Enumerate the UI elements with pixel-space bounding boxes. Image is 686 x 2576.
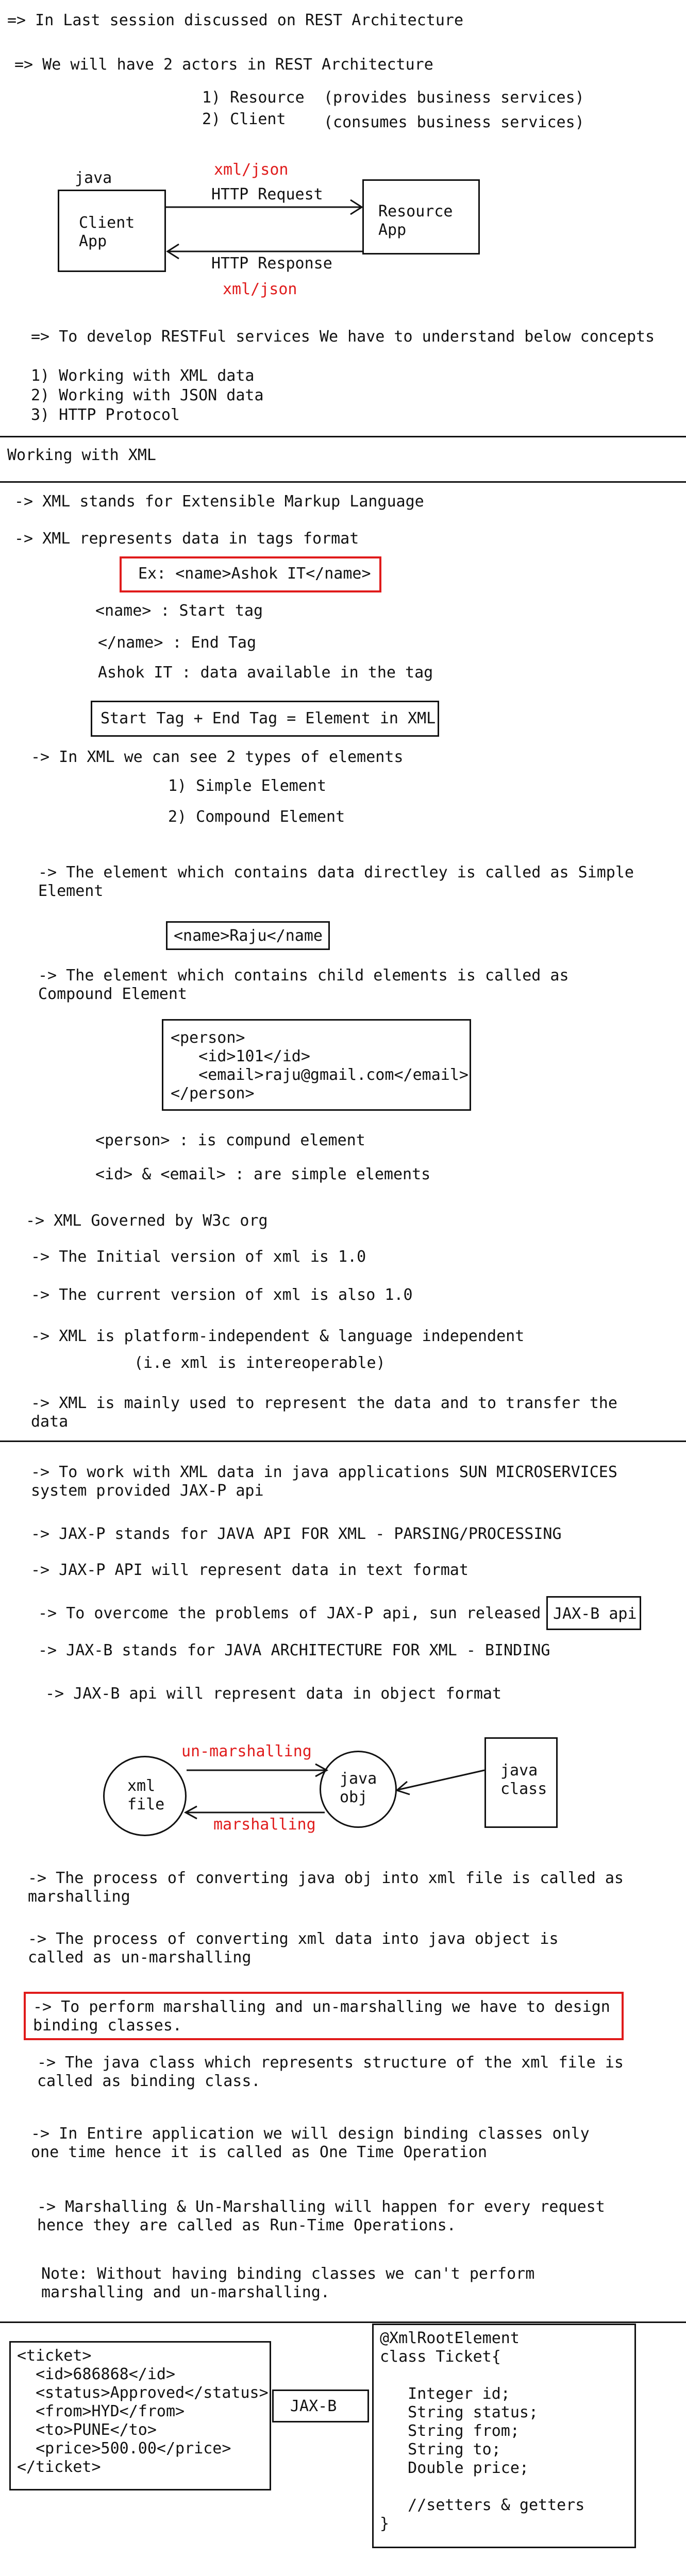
concepts-heading: => To develop RESTFul services We have to understand below concepts [31,328,655,346]
run-time-operations: -> Marshalling & Un-Marshalling will happen for every request hence they are called as Run-Time Operations. [37,2198,605,2234]
concept-item-2: 2) Working with JSON data [31,386,264,404]
marshalling-def: -> The process of converting java obj into xml file is called as marshalling [28,1869,624,1906]
jaxb-stands-for: -> JAX-B stands for JAVA ARCHITECTURE FOR XML - BINDING [38,1641,550,1659]
simple-element-item: 1) Simple Element [168,777,327,795]
section-title-xml: Working with XML [7,446,156,464]
java-class-example-text: @XmlRootElement class Ticket{ Integer id; String status; String from; String to; Double price; //setters & getters } [380,2329,585,2533]
xml-example-text: <ticket> <id>686868</id> <status>Approved</status> <from>HYD</from> <to>PUNE</to> <price>500.00</price> </ticket> [17,2347,269,2476]
end-tag-text: </name> : End Tag [98,634,257,652]
initial-version: -> The Initial version of xml is 1.0 [31,1248,366,1266]
interoperable-note: (i.e xml is intereoperable) [134,1354,386,1372]
binding-note: Note: Without having binding classes we can't perform marshalling and un-marshalling. [41,2265,535,2301]
actor-client: 2) Client [202,110,286,128]
jaxp-intro: -> To work with XML data in java applications SUN MICROSERVICES system provided JAX-P api [31,1463,617,1500]
unmarshalling-def: -> The process of converting xml data into java object is called as un-marshalling [28,1930,559,1967]
resource-app-label: Resource App [378,202,453,239]
intro-line-2: => We will have 2 actors in REST Architecture [14,56,433,74]
formula-text: Start Tag + End Tag = Element in XML [101,709,436,727]
actor-resource: 1) Resource [202,89,305,107]
jaxb-link-label: JAX-B [290,2397,337,2415]
java-obj-label: java obj [340,1770,377,1806]
http-request-label: HTTP Request [211,185,323,204]
jaxb-link-box [272,2389,369,2422]
simple-note: <id> & <email> : are simple elements [95,1165,431,1183]
actor-client-desc: (consumes business services) [324,113,584,131]
marshalling-label: marshalling [213,1816,316,1834]
xml-example-box [9,2341,271,2490]
xml-file-label: xml file [127,1777,165,1814]
intro-line-1: => In Last session discussed on REST Architecture [7,11,464,29]
element-types-heading: -> In XML we can see 2 types of elements [31,748,404,766]
xml-tags-format: -> XML represents data in tags format [14,530,359,548]
simple-example-text: <name>Raju</name [174,927,323,945]
platform-independent: -> XML is platform-independent & language independent [31,1327,525,1345]
class-to-object-arrow [398,1770,484,1790]
xml-usage: -> XML is mainly used to represent the data and to transfer the data [31,1394,617,1431]
binding-class-def: -> The java class which represents structure of the xml file is called as binding class. [37,2054,624,2090]
jaxp-text-format: -> JAX-P API will represent data in text format [31,1561,469,1579]
concept-item-3: 3) HTTP Protocol [31,406,180,424]
start-tag-text: <name> : Start tag [95,602,263,620]
jaxb-overcome: -> To overcome the problems of JAX-P api, sun released [38,1604,541,1622]
client-app-label: Client App [79,214,135,250]
java-label: java [75,169,112,187]
jaxb-object-format: -> JAX-B api will represent data in object format [45,1685,502,1703]
actor-resource-desc: (provides business services) [324,89,584,107]
jaxp-stands-for: -> JAX-P stands for JAVA API FOR XML - PARSING/PROCESSING [31,1525,562,1543]
compound-note: <person> : is compund element [95,1131,365,1149]
xml-definition: -> XML stands for Extensible Markup Language [14,493,424,511]
compound-element-def: -> The element which contains child elements is called as Compound Element [38,967,569,1003]
data-in-tag-text: Ashok IT : data available in the tag [98,664,433,682]
request-format-label: xml/json [214,161,289,179]
java-class-example-box [372,2324,636,2548]
divider [0,2321,686,2323]
http-response-label: HTTP Response [211,255,332,273]
simple-element-def: -> The element which contains data directley is called as Simple Element [38,863,634,900]
unmarshalling-label: un-marshalling [181,1742,312,1760]
response-format-label: xml/json [223,280,297,298]
compound-example-text: <person> <id>101</id> <email>raju@gmail.com</email> </person> [171,1029,469,1103]
jaxb-api-label: JAX-B api [553,1605,637,1623]
binding-class-highlight [24,1992,624,2040]
example-text: Ex: <name>Ashok IT</name> [138,565,371,583]
concept-item-1: 1) Working with XML data [31,367,255,385]
w3c-governed: -> XML Governed by W3c org [26,1212,268,1230]
java-class-label: java class [500,1761,547,1798]
compound-element-item: 2) Compound Element [168,808,345,826]
current-version: -> The current version of xml is also 1.0 [31,1286,413,1304]
binding-class-need: -> To perform marshalling and un-marshalling we have to design binding classes. [33,1998,610,2035]
one-time-operation: -> In Entire application we will design binding classes only one time hence it is called as One Time Operation [31,2125,590,2161]
